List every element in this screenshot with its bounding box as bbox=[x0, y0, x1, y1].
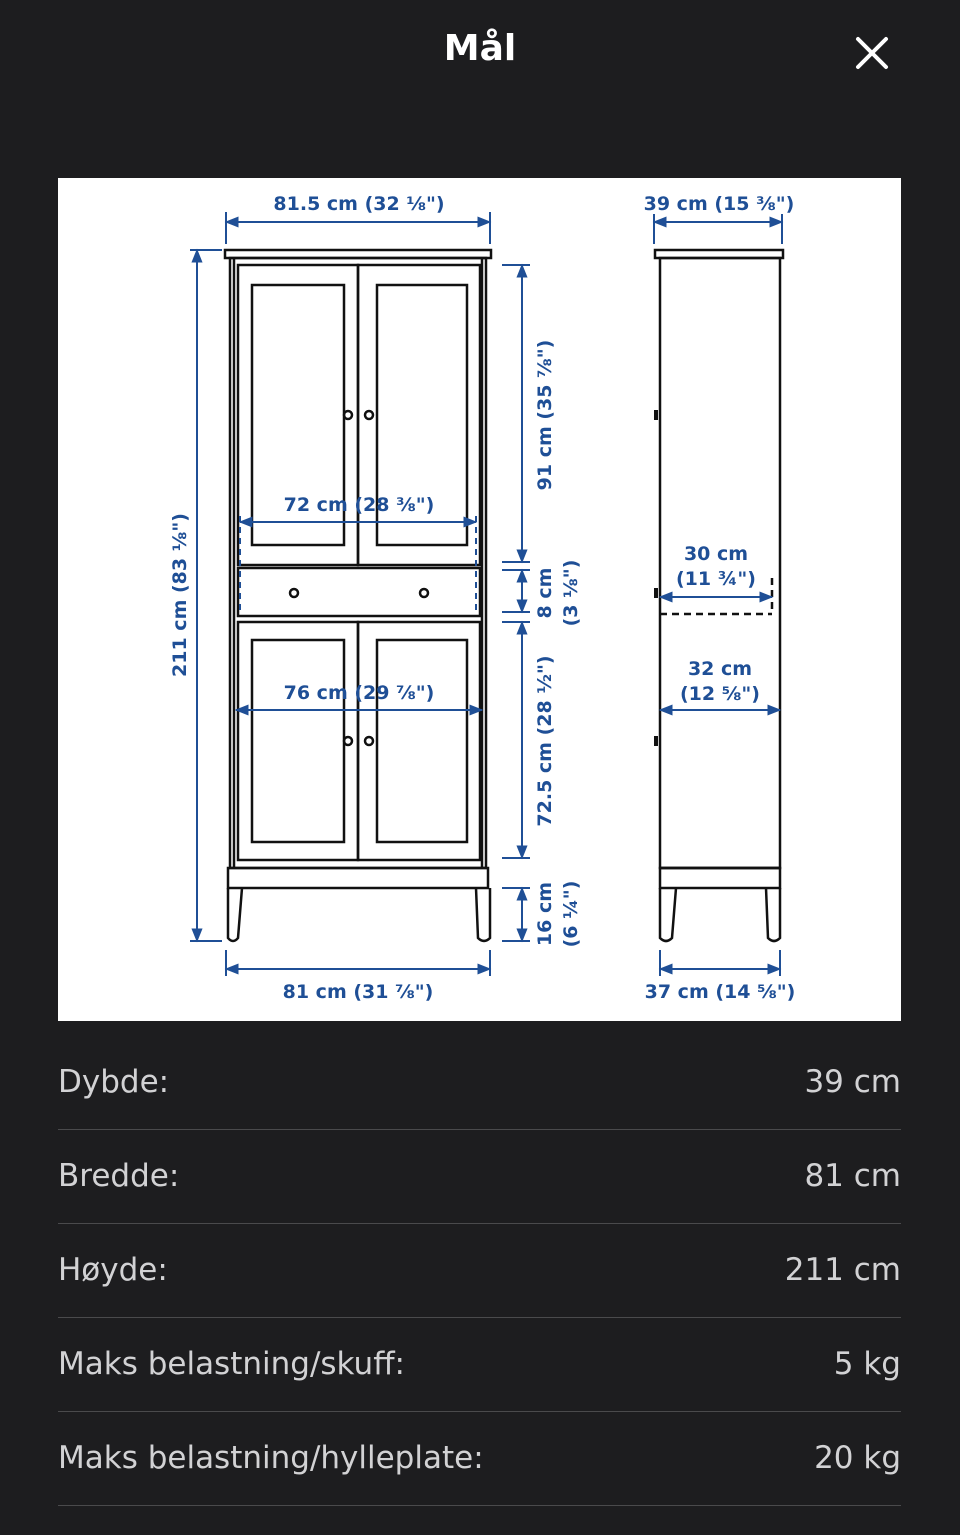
spec-row-max-load-drawer bbox=[58, 1318, 901, 1412]
dim-label-lower-height: 72.5 cm (28 ½") bbox=[534, 655, 556, 827]
spec-row-height bbox=[58, 1224, 901, 1318]
front-view bbox=[225, 250, 491, 941]
dim-label-lower-inner-width: 76 cm (29 ⅞") bbox=[283, 682, 435, 704]
dim-label-shelf-depth-in: (12 ⅝") bbox=[680, 683, 760, 705]
spec-value: 39 cm bbox=[804, 1064, 901, 1100]
page-title: Mål bbox=[443, 28, 517, 69]
dim-label-leg-height-in: (6 ¼") bbox=[560, 880, 582, 948]
side-view bbox=[655, 250, 783, 941]
dim-label-upper-height: 91 cm (35 ⅞") bbox=[534, 339, 556, 491]
dim-label-bottom-depth: 37 cm (14 ⅝") bbox=[644, 981, 796, 1003]
spec-row-max-load-shelf bbox=[58, 1412, 901, 1506]
close-button[interactable] bbox=[846, 27, 898, 79]
spec-row-depth bbox=[58, 1036, 901, 1130]
dim-label-drawer-depth-in: (11 ¾") bbox=[676, 568, 756, 590]
modal-header bbox=[0, 0, 960, 110]
dimension-diagram bbox=[58, 178, 901, 1021]
spec-value: 211 cm bbox=[784, 1252, 901, 1288]
dim-label-shelf-depth-cm: 32 cm bbox=[687, 658, 753, 680]
spec-row-width bbox=[58, 1130, 901, 1224]
dim-label-total-height: 211 cm (83 ⅛") bbox=[169, 513, 191, 677]
close-icon bbox=[855, 36, 889, 70]
dim-label-side-top-depth: 39 cm (15 ⅜") bbox=[643, 193, 795, 215]
dim-label-upper-inner-width: 72 cm (28 ⅜") bbox=[283, 494, 435, 516]
spec-value: 5 kg bbox=[833, 1346, 901, 1382]
dim-label-drawer-height-cm: 8 cm bbox=[534, 567, 556, 619]
spec-label: Maks belastning/skuff: bbox=[58, 1346, 405, 1382]
cabinet-drawing bbox=[58, 178, 901, 1021]
spec-value: 20 kg bbox=[814, 1440, 901, 1476]
dim-label-front-top-width: 81.5 cm (32 ⅛") bbox=[273, 193, 445, 215]
spec-label: Bredde: bbox=[58, 1158, 180, 1194]
spec-label: Dybde: bbox=[58, 1064, 170, 1100]
dimensions-list bbox=[58, 1036, 901, 1506]
dim-label-bottom-width: 81 cm (31 ⅞") bbox=[282, 981, 434, 1003]
dim-label-drawer-height-in: (3 ⅛") bbox=[560, 559, 582, 627]
spec-label: Høyde: bbox=[58, 1252, 168, 1288]
dim-label-leg-height-cm: 16 cm bbox=[534, 881, 556, 947]
dim-label-drawer-depth-cm: 30 cm bbox=[683, 543, 749, 565]
spec-value: 81 cm bbox=[804, 1158, 901, 1194]
spec-label: Maks belastning/hylleplate: bbox=[58, 1440, 484, 1476]
